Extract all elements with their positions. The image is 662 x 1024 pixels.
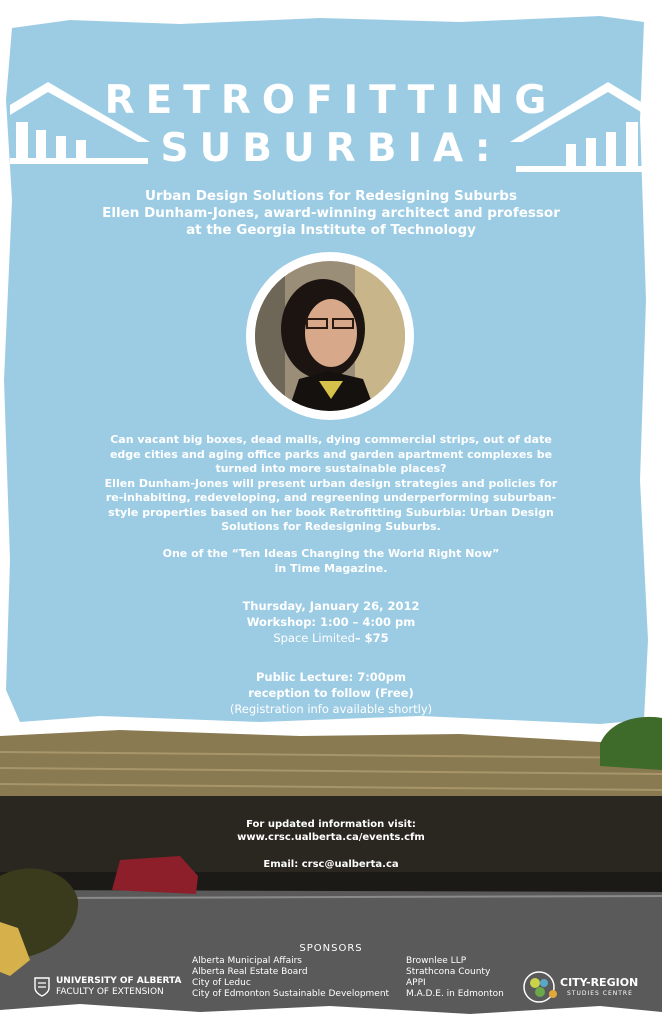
sponsors-heading: SPONSORS — [299, 943, 363, 954]
sponsor-item: APPI — [406, 978, 426, 988]
title-line-2: SUBURBIA: — [160, 126, 502, 171]
event-date: Thursday, January 26, 2012 — [242, 599, 420, 613]
description-line: re-inhabiting, redeveloping, and regreening underperforming suburban- — [105, 491, 557, 504]
sponsor-item: Brownlee LLP — [406, 956, 467, 966]
workshop-price: – $75 — [354, 631, 389, 645]
description-line: turned into more sustainable places? — [215, 462, 447, 475]
workshop-time: Workshop: 1:00 – 4:00 pm — [246, 615, 416, 629]
space-limited — [90, 630, 572, 646]
info-block — [150, 818, 512, 871]
sponsor-item: M.A.D.E. in Edmonton — [406, 989, 504, 999]
subtitle-line: Ellen Dunham-Jones, award-winning architect and professor — [102, 205, 560, 221]
info-url[interactable]: www.crsc.ualberta.ca/events.cfm — [237, 832, 425, 843]
subtitle-line: Urban Design Solutions for Redesigning Suburbs — [144, 188, 518, 204]
event-workshop — [90, 598, 572, 646]
description-line: Solutions for Redesigning Suburbs. — [221, 520, 441, 533]
description-line: Can vacant big boxes, dead malls, dying commercial strips, out of date — [110, 433, 552, 446]
description-line: edge cities and aging office parks and garden apartment complexes be — [109, 447, 553, 461]
sponsor-item: Strathcona County — [406, 967, 491, 977]
lecture-time: Public Lecture: 7:00pm — [255, 670, 407, 684]
sponsors-column-1 — [192, 956, 389, 1000]
description — [90, 433, 572, 535]
sponsor-item: Alberta Real Estate Board — [192, 967, 308, 977]
crest-icon — [34, 977, 50, 997]
info-email[interactable]: Email: crsc@ualberta.ca — [263, 859, 399, 870]
space-label: Space Limited — [273, 631, 355, 645]
sponsor-item: City of Leduc — [192, 978, 251, 988]
tree-icon — [600, 717, 662, 770]
description-line: style properties based on her book Retrofitting Suburbia: Urban Design — [108, 505, 554, 519]
sponsor-item: City of Edmonton Sustainable Development — [192, 989, 390, 999]
faculty-name: FACULTY OF EXTENSION — [56, 987, 164, 997]
sponsors-column-2 — [406, 956, 504, 1000]
accolade-line: in Time Magazine. — [274, 561, 388, 575]
crsc-logo — [522, 970, 642, 1004]
accolade-line: One of the “Ten Ideas Changing the World Right Now” — [162, 547, 500, 560]
crsc-name: CITY-REGION — [560, 976, 639, 989]
accolade — [90, 547, 572, 576]
subtitle-line: at the Georgia Institute of Technology — [186, 222, 476, 238]
subtitle — [80, 188, 582, 239]
reception-note: reception to follow (Free) — [248, 686, 414, 700]
university-name: UNIVERSITY OF ALBERTA — [56, 976, 182, 986]
sponsor-item: Alberta Municipal Affairs — [192, 956, 302, 966]
title-line-1: RETROFITTING — [104, 78, 558, 123]
crsc-subtitle: STUDIES CENTRE — [567, 990, 633, 997]
description-line: Ellen Dunham-Jones will present urban design strategies and policies for — [104, 476, 558, 490]
registration-note: (Registration info available shortly) — [229, 702, 433, 716]
crsc-emblem-icon — [522, 970, 558, 1004]
speaker-portrait — [245, 251, 415, 421]
info-label: For updated information visit: — [246, 819, 416, 830]
